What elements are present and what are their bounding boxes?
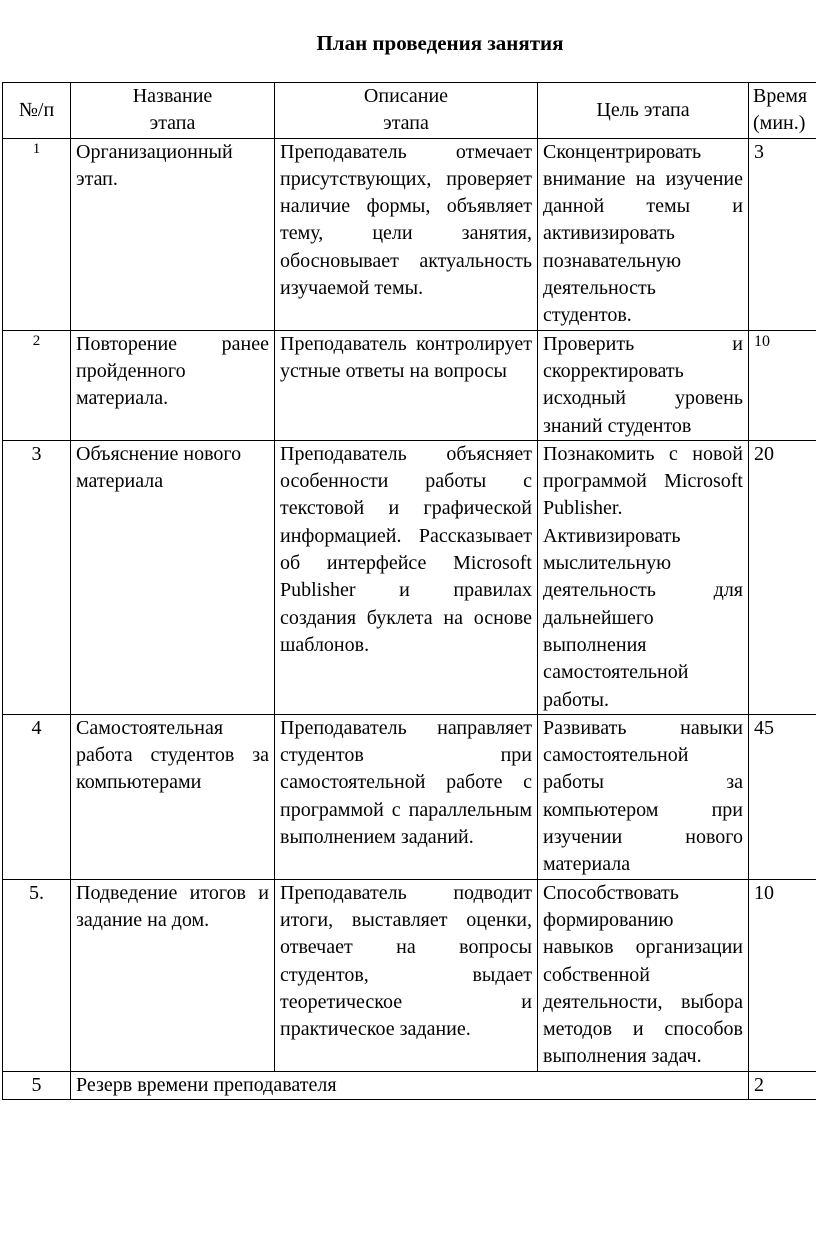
stage-goal: Способствовать формированию навыков организации собственной деятельности, выбора методов и способов выполнения задач.	[538, 879, 749, 1071]
row-number: 5.	[3, 879, 71, 1071]
document-title: План проведения занятия	[316, 31, 564, 55]
row-number: 3	[3, 440, 71, 714]
stage-time: 20	[749, 440, 816, 714]
reserve-time: 2	[749, 1071, 816, 1099]
stage-name: Самостоятельная работа студентов за компьютерами	[71, 714, 275, 879]
reserve-label: Резерв времени преподавателя	[71, 1071, 749, 1099]
row-number: 5	[3, 1071, 71, 1099]
stage-time: 3	[749, 138, 816, 330]
header-stage-description-line1: Описание	[363, 85, 449, 107]
header-stage-name-line2: этапа	[149, 112, 196, 135]
header-number: №/п	[3, 83, 71, 139]
header-stage-goal: Цель этапа	[538, 83, 749, 139]
table-header-row	[3, 83, 816, 139]
stage-goal: Развивать навыки самостоятельной работы за компьютером при изучении нового материала	[538, 714, 749, 879]
header-stage-name	[71, 83, 275, 139]
stage-time: 10	[749, 879, 816, 1071]
reserve-row	[3, 1071, 816, 1099]
stage-description: Преподаватель отмечает присутствующих, проверяет наличие формы, объявляет тему, цели занятия, обосновывает актуальность изучаемой темы.	[275, 138, 538, 330]
stage-description: Преподаватель подводит итоги, выставляет оценки, отвечает на вопросы студентов, выдает теоретическое и практическое задание.	[275, 879, 538, 1071]
table-row	[3, 138, 816, 330]
stage-description: Преподаватель контролирует устные ответы на вопросы	[275, 330, 538, 440]
stage-time: 10	[749, 330, 816, 440]
stage-name: Объяснение нового материала	[71, 440, 275, 714]
table-row	[3, 714, 816, 879]
stage-description: Преподаватель объясняет особенности работы с текстовой и графической информацией. Рассказывает об интерфейсе Microsoft Publisher и правилах создания буклета на основе шаблонов.	[275, 440, 538, 714]
stage-name: Повторение ранее пройденного материала.	[71, 330, 275, 440]
stage-goal: Проверить и скорректировать исходный уровень знаний студентов	[538, 330, 749, 440]
stage-goal: Сконцентрировать внимание на изучение данной темы и активизировать познавательную деятельность студентов.	[538, 138, 749, 330]
stage-name: Подведение итогов и задание на дом.	[71, 879, 275, 1071]
stage-time: 45	[749, 714, 816, 879]
header-time-line2: (мин.)	[753, 112, 806, 135]
header-time-line1: Время	[753, 85, 808, 107]
table-row	[3, 879, 816, 1071]
header-stage-description-line2: этапа	[383, 112, 429, 135]
stage-description: Преподаватель направляет студентов при самостоятельной работе с программой с параллельным выполнением заданий.	[275, 714, 538, 879]
row-number: 1	[3, 138, 71, 330]
header-stage-name-line1: Название	[132, 85, 213, 107]
lesson-plan-table	[2, 82, 816, 1100]
stage-goal: Познакомить с новой программой Microsoft Publisher. Активизировать мыслительную деятельность для дальнейшего выполнения самостоятельной работы.	[538, 440, 749, 714]
table-row	[3, 440, 816, 714]
header-stage-description	[275, 83, 538, 139]
table-row	[3, 330, 816, 440]
header-time	[749, 83, 816, 139]
stage-name: Организационный этап.	[71, 138, 275, 330]
row-number: 4	[3, 714, 71, 879]
row-number: 2	[3, 330, 71, 440]
